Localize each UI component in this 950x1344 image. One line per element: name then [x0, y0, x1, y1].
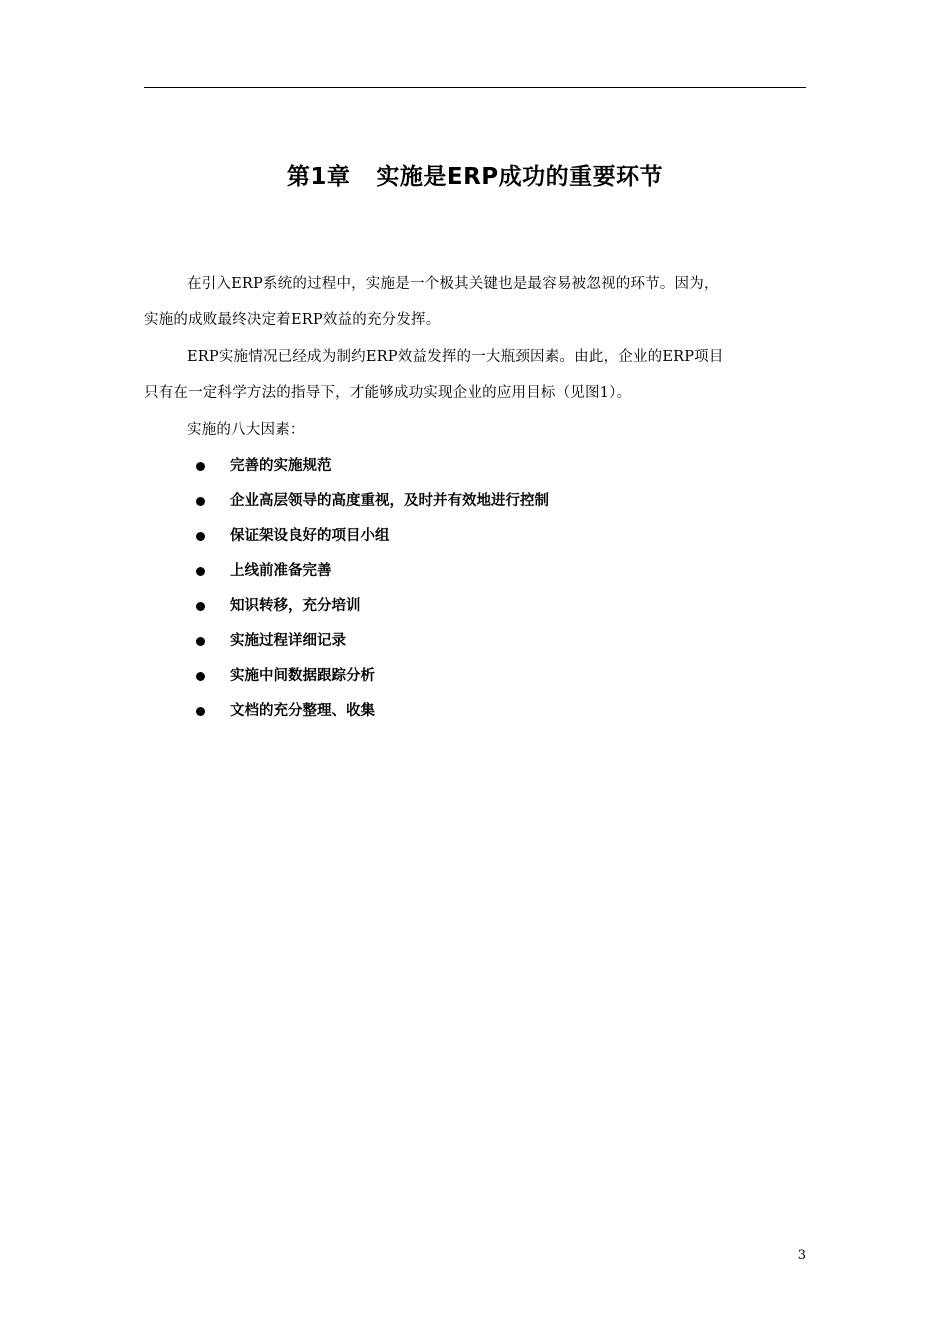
chapter-title-text: 实施是ERP成功的重要环节	[376, 164, 664, 190]
bullet-icon	[196, 602, 205, 611]
list-item-label: 实施过程详细记录	[230, 633, 346, 649]
paragraph	[144, 339, 806, 411]
list-item	[144, 694, 806, 729]
list-item-label: 知识转移，充分培训	[230, 598, 361, 614]
list-item	[144, 589, 806, 624]
list-item-label: 文档的充分整理、收集	[230, 703, 375, 719]
list-item-label: 上线前准备完善	[230, 563, 332, 579]
chapter-title	[144, 158, 806, 191]
page-number: 3	[797, 1248, 806, 1263]
list-item	[144, 449, 806, 484]
header-rule	[144, 87, 806, 88]
bullet-icon	[196, 567, 205, 576]
bullet-icon	[196, 462, 205, 471]
list-item-label: 实施中间数据跟踪分析	[230, 668, 375, 684]
list-item	[144, 624, 806, 659]
body-paragraph-1	[144, 266, 806, 338]
body-paragraph-3	[144, 412, 806, 448]
paragraph	[144, 266, 806, 338]
paragraph-line: 在引入ERP系统的过程中，实施是一个极其关键也是最容易被忽视的环节。因为，	[187, 276, 719, 292]
list-item-label: 企业高层领导的高度重视，及时并有效地进行控制	[230, 493, 549, 509]
list-item	[144, 659, 806, 694]
paragraph	[144, 412, 806, 448]
bullet-icon	[196, 532, 205, 541]
list-item-label: 保证架设良好的项目小组	[230, 528, 390, 544]
list-item-label: 完善的实施规范	[230, 458, 332, 474]
list-item	[144, 519, 806, 554]
bullet-icon	[196, 637, 205, 646]
list-item	[144, 554, 806, 589]
factor-list	[144, 449, 806, 729]
paragraph-line: 实施的成败最终决定着ERP效益的充分发挥。	[144, 312, 441, 328]
chapter-number: 第1章	[286, 164, 351, 190]
paragraph-line: 只有在一定科学方法的指导下，才能够成功实现企业的应用目标（见图1）。	[144, 385, 632, 401]
bullet-icon	[196, 497, 205, 506]
body-paragraph-2	[144, 339, 806, 411]
list-item	[144, 484, 806, 519]
bullet-icon	[196, 707, 205, 716]
paragraph-line: 实施的八大因素：	[187, 422, 305, 438]
bullet-icon	[196, 672, 205, 681]
paragraph-line: ERP实施情况已经成为制约ERP效益发挥的一大瓶颈因素。由此，企业的ERP项目	[187, 349, 724, 365]
